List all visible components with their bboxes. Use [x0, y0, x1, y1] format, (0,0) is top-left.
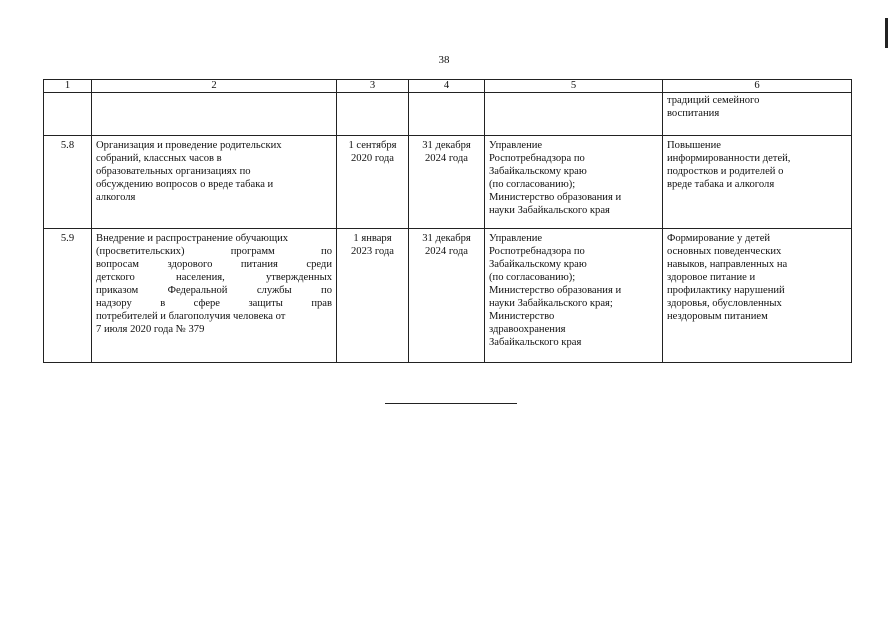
text-line: потребителей и благополучия человека от [96, 311, 286, 322]
text-line: 7 июля 2020 года № 379 [96, 324, 205, 335]
text-line: 2024 года [424, 153, 468, 164]
cell-empty [92, 93, 337, 136]
text-line: Внедрение и распространение обучающих [96, 233, 289, 244]
cell-result [663, 229, 852, 363]
text-line: 1 сентября [348, 140, 397, 151]
row-number: 5.9 [44, 229, 92, 363]
end-divider [385, 403, 517, 404]
cell-end-date [409, 229, 485, 363]
text-line: вреде табака и алкоголя [667, 179, 775, 190]
cell-responsible [485, 229, 663, 363]
text-line: навыков, направленных на [667, 259, 788, 270]
column-number-2: 2 [92, 80, 337, 93]
cell-responsible [485, 136, 663, 229]
text-line: собраний, классных часов в [96, 153, 222, 164]
text-line: науки Забайкальского края [489, 205, 610, 216]
text-line: основных поведенческих [667, 246, 782, 257]
text-line: приказом Федеральной службы по [96, 285, 332, 296]
cell-empty [44, 93, 92, 136]
plan-table [43, 79, 852, 363]
text-line: 2023 года [350, 246, 394, 257]
row-number: 5.8 [44, 136, 92, 229]
text-line: 2024 года [424, 246, 468, 257]
text-line: воспитания [667, 108, 720, 119]
text-line: Роспотребнадзора по [489, 153, 585, 164]
text-line: 31 декабря [422, 140, 471, 151]
text-line: здоровое питание и [667, 272, 756, 283]
text-line: здравоохранения [489, 324, 566, 335]
text-line: надзору в сфере защиты прав [96, 298, 332, 309]
cell-result [663, 93, 852, 136]
text-line: Забайкальскому краю [489, 166, 587, 177]
text-line: вопросам здорового питания среди [96, 259, 332, 270]
text-line: (по согласованию); [489, 179, 576, 190]
text-line: Управление [489, 233, 543, 244]
text-line: 31 декабря [422, 233, 471, 244]
text-line: обсуждению вопросов о вреде табака и [96, 179, 274, 190]
cell-end-date [409, 136, 485, 229]
column-number-3: 3 [337, 80, 409, 93]
text-line: традиций семейного [667, 95, 760, 106]
cell-empty [337, 93, 409, 136]
text-line: нездоровым питанием [667, 311, 768, 322]
text-line: образовательных организациях по [96, 166, 251, 177]
text-line: науки Забайкальского края; [489, 298, 613, 309]
text-line: Забайкальскому краю [489, 259, 587, 270]
page-number: 38 [438, 54, 450, 66]
cell-empty [409, 93, 485, 136]
text-line: Формирование у детей [667, 233, 771, 244]
cell-start-date [337, 229, 409, 363]
cell-activity [92, 229, 337, 363]
text-line: алкоголя [96, 192, 136, 203]
column-number-4: 4 [409, 80, 485, 93]
text-line: Министерство [489, 311, 555, 322]
text-line: профилактику нарушений [667, 285, 785, 296]
text-line: (по согласованию); [489, 272, 576, 283]
table-header-row [44, 80, 852, 93]
column-number-5: 5 [485, 80, 663, 93]
text-line: (просветительских) программ по [96, 246, 332, 257]
text-line: Министерство образования и [489, 285, 622, 296]
text-line: Организация и проведение родительских [96, 140, 282, 151]
text-line: 1 января [353, 233, 392, 244]
cell-start-date [337, 136, 409, 229]
text-line: информированности детей, [667, 153, 791, 164]
cell-activity [92, 136, 337, 229]
table-row [44, 229, 852, 363]
table-row [44, 136, 852, 229]
text-line: Министерство образования и [489, 192, 622, 203]
text-line: детского населения, утвержденных [96, 272, 332, 283]
column-number-1: 1 [44, 80, 92, 93]
column-number-6: 6 [663, 80, 852, 93]
text-line: здоровья, обусловленных [667, 298, 782, 309]
cell-empty [485, 93, 663, 136]
text-line: Повышение [667, 140, 721, 151]
text-line: 2020 года [350, 153, 394, 164]
text-line: подростков и родителей о [667, 166, 784, 177]
text-line: Забайкальского края [489, 337, 582, 348]
text-line: Управление [489, 140, 543, 151]
table-row-continuation [44, 93, 852, 136]
cell-result [663, 136, 852, 229]
text-line: Роспотребнадзора по [489, 246, 585, 257]
